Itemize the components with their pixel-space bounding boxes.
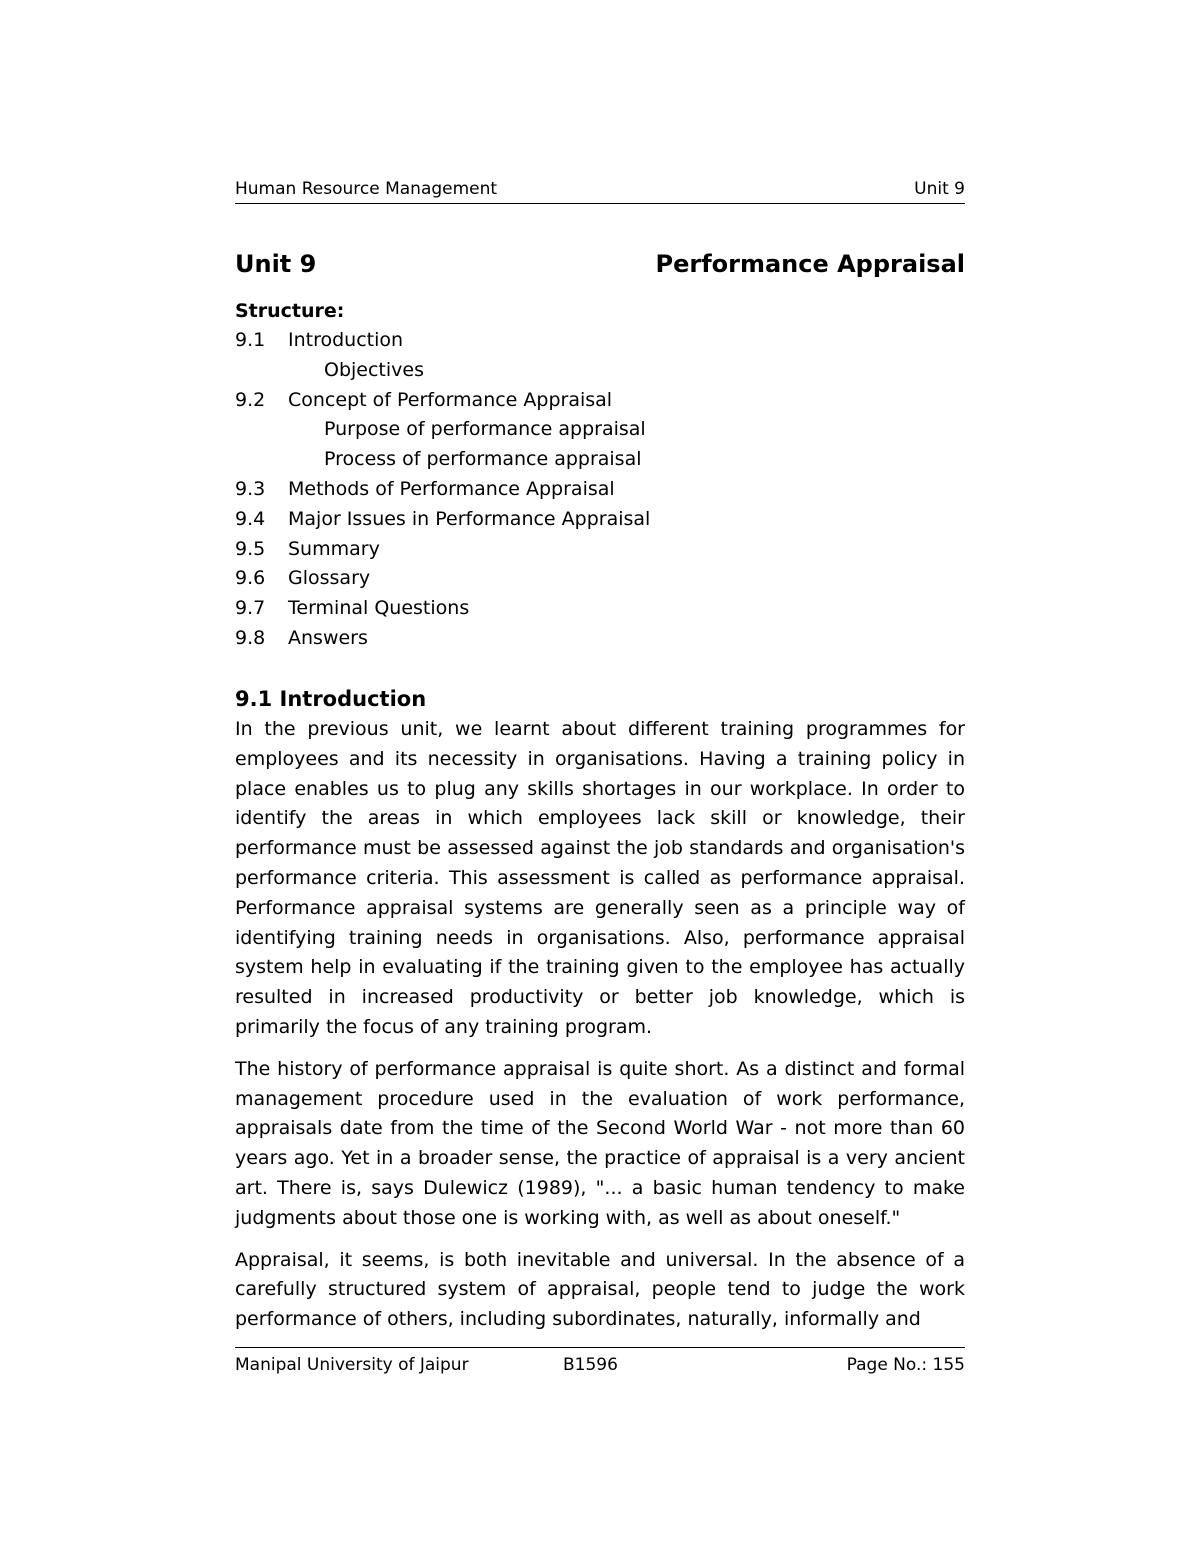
- toc-item: [235, 594, 965, 624]
- toc-subitem-label: Process of performance appraisal: [324, 448, 642, 471]
- toc-subitem: [235, 415, 965, 445]
- footer-university: Manipal University of Jaipur: [235, 1355, 469, 1375]
- section-body: [235, 715, 965, 1347]
- toc-subitem-label: Objectives: [324, 358, 424, 381]
- header-book-title: Human Resource Management: [235, 179, 498, 199]
- footer-divider: [235, 1347, 965, 1348]
- toc-item-label: Methods of Performance Appraisal: [288, 477, 615, 500]
- toc-item-number: 9.8: [235, 626, 266, 649]
- toc-subitem-label: Purpose of performance appraisal: [324, 418, 646, 441]
- toc-item-label: Concept of Performance Appraisal: [288, 388, 613, 411]
- toc-item: [235, 505, 965, 535]
- toc-item: [235, 386, 965, 416]
- body-paragraph: In the previous unit, we learnt about different training programmes for employees and its necessity in organisations. Having a training policy in place enables us to plug any skills shortages in our workplace. In order to identify the areas in which employees lack skill or knowledge, their performance must be assessed against the job standards and organisation's performance criteria. This assessment is called as performance appraisal. Performance appraisal systems are generally seen as a principle way of identifying training needs in organisations. Also, performance appraisal system help in evaluating if the training given to the employee has actually resulted in increased productivity or better job knowledge, which is primarily the focus of any training program.: [235, 718, 965, 1038]
- toc-item-number: 9.3: [235, 477, 266, 500]
- running-footer: [235, 1353, 965, 1377]
- toc-subitem: [235, 445, 965, 475]
- toc-item: [235, 326, 965, 356]
- toc-item: [235, 535, 965, 565]
- header-unit-label: Unit 9: [914, 179, 965, 199]
- toc-item-number: 9.1: [235, 329, 266, 351]
- toc-item-number: 9.2: [235, 388, 266, 411]
- footer-course-code: B1596: [563, 1355, 618, 1375]
- section-heading: 9.1 Introduction: [235, 687, 427, 711]
- body-paragraph: The history of performance appraisal is quite short. As a distinct and formal management procedure used in the evaluation of work performance, appraisals date from the time of the Second World War - not more than 60 years ago. Yet in a broader sense, the practice of appraisal is a very ancient art. There is, says Dulewicz (1989), "... a basic human tendency to make judgments about those one is working with, as well as about oneself.": [235, 1057, 965, 1229]
- toc-item-number: 9.4: [235, 507, 266, 530]
- footer-page-number: Page No.: 155: [846, 1355, 965, 1375]
- running-header: [235, 174, 965, 200]
- header-divider: [235, 203, 965, 204]
- toc-item-label: Major Issues in Performance Appraisal: [288, 507, 651, 530]
- structure-list: [235, 296, 965, 654]
- toc-item-number: 9.6: [235, 567, 266, 590]
- toc-item-label: Answers: [288, 626, 368, 649]
- body-paragraph: Appraisal, it seems, is both inevitable and universal. In the absence of a carefully structured system of appraisal, people tend to judge the work performance of others, including subordinates, naturally, informally and: [235, 1248, 965, 1331]
- unit-number: Unit 9: [235, 250, 317, 278]
- toc-item-label: Glossary: [288, 567, 371, 590]
- toc-item-number: 9.7: [235, 597, 266, 620]
- toc-item: [235, 475, 965, 505]
- unit-title: Performance Appraisal: [655, 250, 965, 278]
- structure-heading: Structure:: [235, 300, 345, 322]
- toc-item-label: Terminal Questions: [288, 597, 470, 620]
- toc-item: [235, 624, 965, 654]
- toc-item-number: 9.5: [235, 537, 266, 560]
- toc-item-label: Introduction: [288, 329, 404, 351]
- unit-title-row: [235, 248, 965, 280]
- toc-item: [235, 564, 965, 594]
- toc-subitem: [235, 356, 965, 386]
- toc-item-label: Summary: [288, 537, 380, 560]
